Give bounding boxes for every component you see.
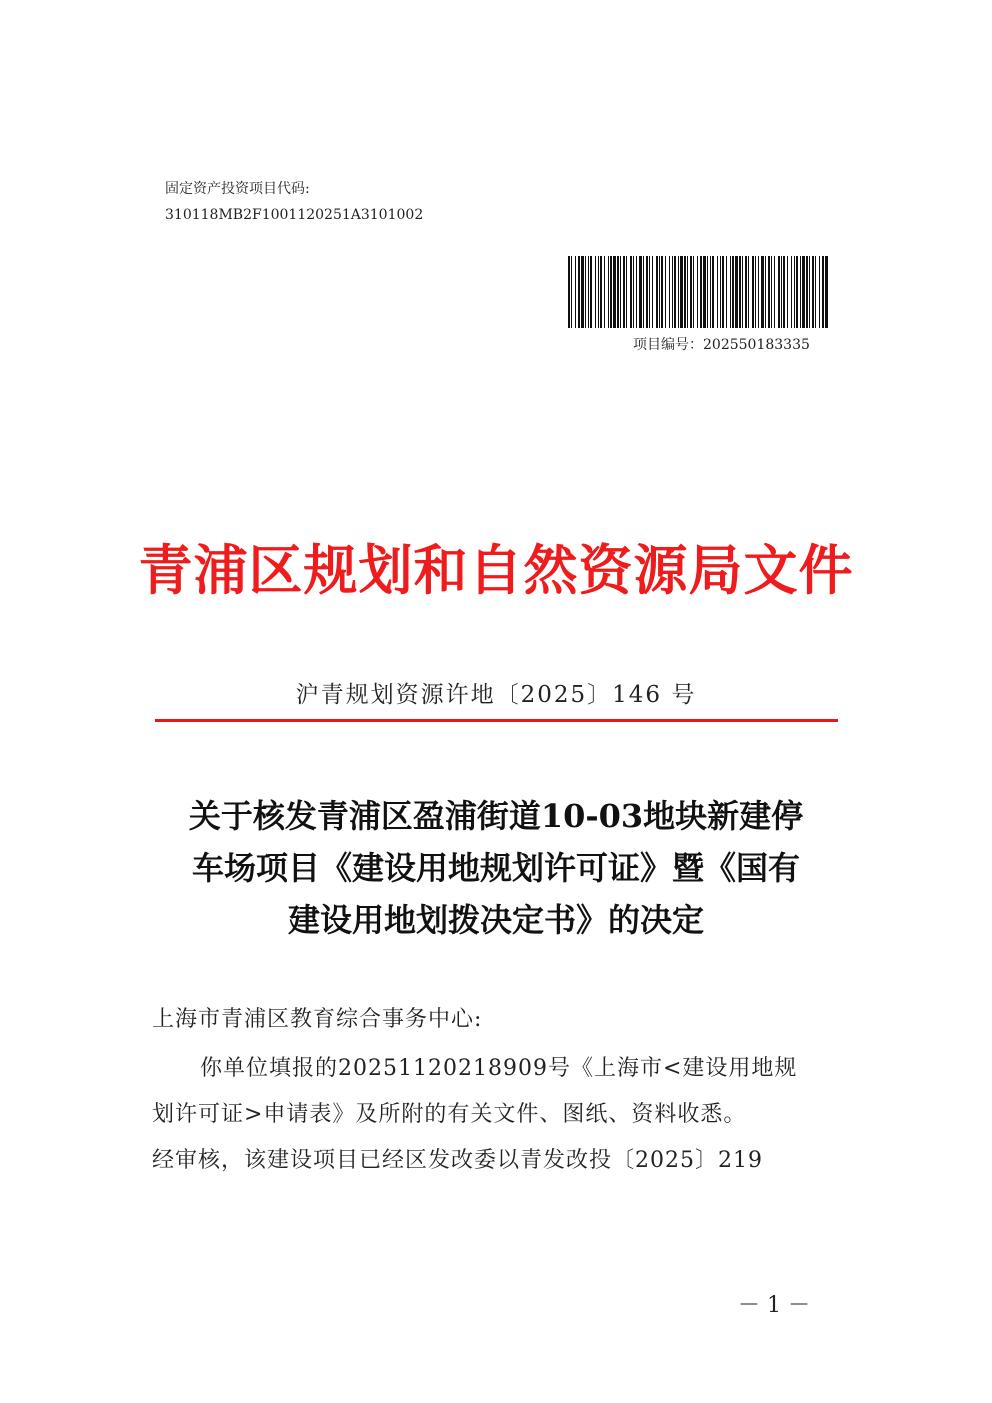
- barcode-bar: [825, 256, 828, 328]
- barcode-bar: [636, 256, 637, 328]
- barcode-image: [568, 256, 828, 328]
- barcode-bar: [604, 256, 605, 328]
- barcode-bar: [585, 256, 586, 328]
- barcode-bar: [761, 256, 764, 328]
- barcode-bar: [765, 256, 766, 328]
- barcode-bar: [796, 256, 798, 328]
- barcode-bar: [630, 256, 632, 328]
- barcode-bar: [617, 256, 619, 328]
- page-number: － 1 －: [738, 1293, 810, 1318]
- title-line: 建设用地划拨决定书》的决定: [287, 901, 704, 939]
- barcode-bar: [674, 256, 676, 328]
- barcode-bar: [608, 256, 609, 328]
- barcode-bar: [656, 256, 658, 328]
- body-text: [152, 1046, 842, 1184]
- project-code-label: 固定资产投资项目代码:: [165, 181, 310, 197]
- barcode-bar: [781, 256, 782, 328]
- barcode-bar: [742, 256, 743, 328]
- barcode-bar: [800, 256, 801, 328]
- barcode-bar: [568, 256, 570, 328]
- red-divider: [155, 719, 838, 722]
- barcode-bar: [726, 256, 727, 328]
- body-line: 划许可证>申请表》及所附的有关文件、图纸、资料收悉。: [152, 1102, 747, 1127]
- barcode-bar: [771, 256, 772, 328]
- barcode-bar: [778, 256, 780, 328]
- barcode-bar: [720, 256, 721, 328]
- barcode-bar: [588, 256, 589, 328]
- barcode-bar: [735, 256, 738, 328]
- barcode-bar: [678, 256, 679, 328]
- barcode-bar: [578, 256, 580, 328]
- barcode-bar: [600, 256, 602, 328]
- barcode-bar: [613, 256, 616, 328]
- barcode-bar: [755, 256, 756, 328]
- barcode-bar: [623, 256, 625, 328]
- document-number: 沪青规划资源许地〔2025〕146 号: [295, 682, 697, 708]
- barcode-bar: [649, 256, 650, 328]
- barcode-bar: [652, 256, 653, 328]
- barcode-bar: [581, 256, 584, 328]
- barcode-bar: [590, 256, 592, 328]
- barcode-bar: [819, 256, 820, 328]
- barcode-bar: [639, 256, 642, 328]
- barcode-bar: [748, 256, 749, 328]
- barcode-bar: [620, 256, 621, 328]
- barcode-bar: [633, 256, 634, 328]
- barcode-bar: [730, 256, 731, 328]
- barcode-bar: [595, 256, 596, 328]
- barcode-bar: [687, 256, 688, 328]
- barcode-bar: [774, 256, 775, 328]
- barcode-bar: [659, 256, 660, 328]
- barcode-bar: [703, 256, 706, 328]
- barcode-bar: [732, 256, 734, 328]
- barcode-bar: [787, 256, 788, 328]
- title-line: 车场项目《建设用地规划许可证》暨《国有: [191, 849, 800, 887]
- barcode-bar: [806, 256, 808, 328]
- barcode-bar: [672, 256, 673, 328]
- project-code-value: 310118MB2F1001120251A3101002: [165, 207, 424, 223]
- barcode-bar: [646, 256, 648, 328]
- barcode-bar: [700, 256, 702, 328]
- barcode-bar: [815, 256, 816, 328]
- issuer-heading: 青浦区规划和自然资源局文件: [138, 538, 854, 602]
- barcode-bar: [610, 256, 612, 328]
- barcode-bar: [693, 256, 694, 328]
- barcode-bar: [665, 256, 666, 328]
- document-title: [145, 790, 847, 946]
- barcode-bar: [707, 256, 708, 328]
- barcode-bar: [690, 256, 692, 328]
- barcode-bar: [791, 256, 792, 328]
- barcode-bar: [758, 256, 759, 328]
- barcode-bar: [697, 256, 698, 328]
- barcode-bar: [812, 256, 814, 328]
- barcode-bar: [752, 256, 754, 328]
- barcode-bar: [661, 256, 663, 328]
- project-code-block: [165, 176, 423, 228]
- barcode-bar: [802, 256, 805, 328]
- barcode-bar: [783, 256, 785, 328]
- barcode-bar: [669, 256, 670, 328]
- barcode-bar: [722, 256, 724, 328]
- barcode-bar: [680, 256, 683, 328]
- barcode-bar: [710, 256, 711, 328]
- barcode-bar: [643, 256, 644, 328]
- barcode-bar: [626, 256, 627, 328]
- barcode-bar: [745, 256, 747, 328]
- addressee: 上海市青浦区教育综合事务中心:: [152, 1007, 483, 1032]
- barcode-bar: [684, 256, 686, 328]
- barcode-bar: [809, 256, 810, 328]
- body-line: 经审核，该建设项目已经区发改委以青发改投〔2025〕219: [152, 1148, 763, 1173]
- barcode-bar: [822, 256, 824, 328]
- barcode-bar: [717, 256, 718, 328]
- barcode-bar: [575, 256, 576, 328]
- barcode-bar: [739, 256, 741, 328]
- barcode-bar: [598, 256, 599, 328]
- barcode-bar: [571, 256, 572, 328]
- barcode-bar: [768, 256, 770, 328]
- title-line: 关于核发青浦区盈浦街道10-03地块新建停: [188, 797, 804, 835]
- body-line: 你单位填报的20251120218909号《上海市<建设用地规: [200, 1056, 798, 1081]
- barcode-bar: [712, 256, 714, 328]
- project-number: 项目编号：202550183335: [633, 337, 810, 353]
- barcode: [568, 256, 828, 328]
- barcode-bar: [794, 256, 795, 328]
